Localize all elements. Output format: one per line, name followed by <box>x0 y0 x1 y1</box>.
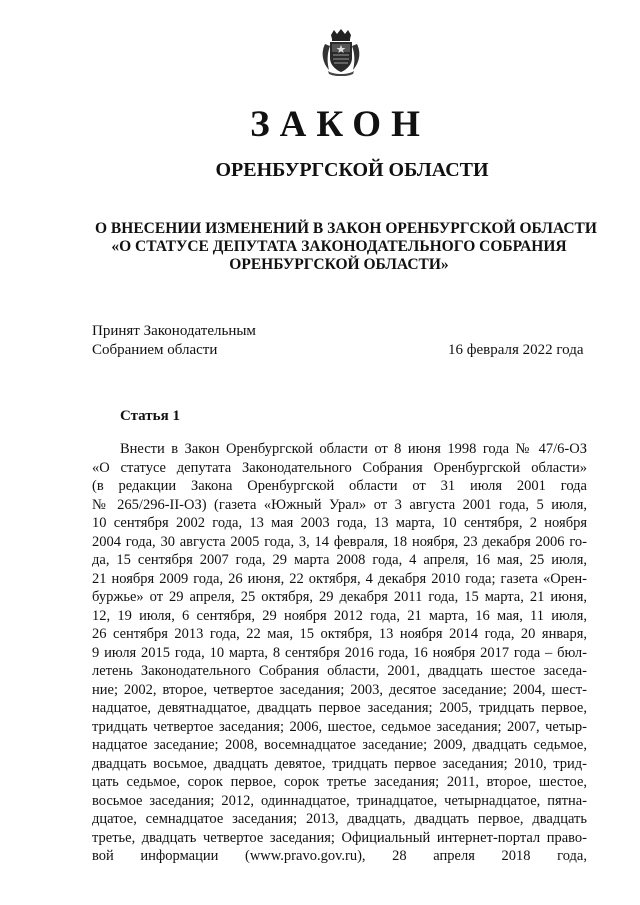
body-line: восьмое заседания; 2012, одиннадцатое, тринадцатое, четырнадцатое, пятна- <box>92 792 587 809</box>
body-line: ние; 2002, второе, четвертое заседания; 2003, десятое заседание; 2004, шест- <box>92 681 587 698</box>
subtitle-line: ОРЕНБУРГСКОЙ ОБЛАСТИ» <box>229 256 449 273</box>
body-line: «О статусе депутата Законодательного Собрания Оренбургской области» <box>92 459 587 476</box>
body-line: 21 ноября 2009 года, 26 июня, 22 октября, 4 декабря 2010 года; газета «Орен- <box>92 570 587 587</box>
article-body <box>92 440 587 866</box>
adopted-by <box>92 322 256 360</box>
body-line: да, 15 сентября 2007 года, 29 марта 2008 года, 4 апреля, 16 мая, 25 июля, <box>92 552 587 568</box>
body-line: надцатое заседание; 2008, восемнадцатое заседание; 2009, двадцать седьмое, <box>92 737 587 753</box>
law-subtitle <box>95 220 597 274</box>
body-line: (в редакции Закона Оренбургской области от 31 июля 2001 года <box>92 478 587 494</box>
adoption-date: 16 февраля 2022 года <box>448 342 584 358</box>
region-title: ОРЕНБУРГСКОЙ ОБЛАСТИ <box>215 159 489 181</box>
body-line: летень Законодательного Собрания области, 2001, двадцать шестое заседа- <box>92 663 587 679</box>
adopted-line: Принят Законодательным <box>92 323 256 339</box>
body-line: 10 сентября 2002 года, 13 мая 2003 года, 13 марта, 10 сентября, 2 ноября <box>92 515 587 531</box>
body-line: 9 июля 2015 года, 10 марта, 8 сентября 2016 года, 16 ноября 2017 года – бюл- <box>92 644 587 661</box>
body-line: двадцать восьмое, двадцать девятое, тридцать первое заседания; 2010, трид- <box>92 755 587 772</box>
body-line: надцатое, девятнадцатое, двадцать первое заседания; 2005, тридцать первое, <box>92 700 587 716</box>
body-line: буржье» от 29 апреля, 25 октября, 29 декабря 2011 года, 15 марта, 21 июня, <box>92 589 587 605</box>
body-line: тридцать четвертое заседания; 2006, шестое, седьмое заседания; 2007, четыр- <box>92 718 587 735</box>
subtitle-line: О ВНЕСЕНИИ ИЗМЕНЕНИЙ В ЗАКОН ОРЕНБУРГСКОЙ ОБЛАСТИ <box>95 220 597 237</box>
body-line: 2004 года, 30 августа 2005 года, 3, 14 февраля, 18 ноября, 23 декабря 2006 го- <box>92 533 587 550</box>
body-line: цать седьмое, сорок первое, сорок третье заседания; 2011, второе, шестое, <box>92 774 587 790</box>
body-line: 12, 19 июля, 6 сентября, 29 ноября 2012 года, 21 марта, 16 мая, 11 июля, <box>92 607 587 624</box>
body-line: вой информации (www.pravo.gov.ru), 28 апреля 2018 года, <box>92 848 587 864</box>
document-title: ЗАКОН <box>250 104 430 145</box>
adopted-line: Собранием области <box>92 342 218 358</box>
body-line: третье, двадцать четвертое заседания; Официальный интернет-портал право- <box>92 829 587 846</box>
body-line: дцатое, семнадцатое заседания; 2013, двадцать, двадцать первое, двадцать <box>92 811 587 827</box>
body-line: № 265/296-II-ОЗ) (газета «Южный Урал» от 3 августа 2001 года, 5 июля, <box>92 496 587 513</box>
orenburg-coat-of-arms-icon <box>319 28 363 76</box>
body-line: 26 сентября 2013 года, 22 мая, 15 октября, 13 ноября 2014 года, 20 января, <box>92 626 587 642</box>
article-heading: Статья 1 <box>120 408 180 424</box>
subtitle-line: «О СТАТУСЕ ДЕПУТАТА ЗАКОНОДАТЕЛЬНОГО СОБРАНИЯ <box>111 238 567 255</box>
body-line: Внести в Закон Оренбургской области от 8 июня 1998 года № 47/6-ОЗ <box>120 441 587 457</box>
